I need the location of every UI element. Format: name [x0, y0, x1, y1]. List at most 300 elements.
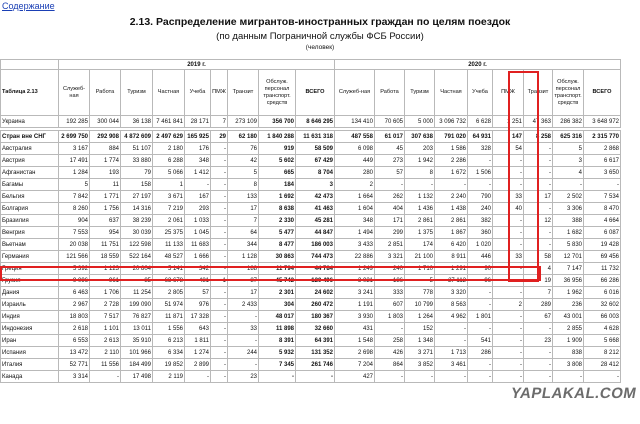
table-cell: 954 — [90, 227, 121, 239]
table-cell: 11 631 318 — [296, 131, 335, 143]
table-cell: 427 — [335, 371, 375, 383]
table-cell: 280 — [335, 167, 375, 179]
table-cell: 64 931 — [468, 131, 493, 143]
table-cell: - — [228, 335, 259, 347]
table-cell: 8 911 — [435, 251, 468, 263]
table-cell: - — [405, 179, 435, 191]
table-cell: - — [493, 215, 524, 227]
table-row — [1, 287, 621, 299]
table-cell: - — [468, 155, 493, 167]
table-cell: 1 375 — [405, 227, 435, 239]
table-cell: 62 180 — [228, 131, 259, 143]
table-cell: 19 — [524, 275, 553, 287]
table-cell: 1 348 — [405, 335, 435, 347]
table-cell: 6 463 — [59, 287, 90, 299]
table-cell: 240 — [468, 203, 493, 215]
table-cell: 1 811 — [185, 335, 211, 347]
highlight-pmzh-2020-column — [508, 71, 539, 282]
table-cell: 2 861 — [405, 215, 435, 227]
table-cell: - — [185, 371, 211, 383]
table-cell: 12 — [524, 215, 553, 227]
col-header-2020-0: Служеб-ная — [335, 70, 375, 116]
table-cell: - — [211, 179, 228, 191]
table-cell: - — [524, 203, 553, 215]
table-cell: 11 556 — [90, 359, 121, 371]
table-cell: 1 666 — [185, 251, 211, 263]
table-cell: 1 033 — [185, 215, 211, 227]
table-cell: 17 — [524, 191, 553, 203]
table-cell: 258 — [375, 335, 405, 347]
country-name: Германия — [1, 251, 59, 263]
table-cell: - — [493, 167, 524, 179]
table-cell: 11 — [90, 179, 121, 191]
table-cell: - — [259, 371, 296, 383]
table-cell: - — [211, 191, 228, 203]
table-cell: 2 110 — [90, 347, 121, 359]
table-cell: 3 648 972 — [584, 116, 621, 128]
table-cell: 286 382 — [553, 116, 584, 128]
table-cell: 1 438 — [435, 203, 468, 215]
table-cell: 9 096 — [59, 275, 90, 287]
table-cell: 360 — [468, 227, 493, 239]
table-cell: 70 605 — [375, 116, 405, 128]
table-cell: 262 — [375, 191, 405, 203]
table-cell: 27 197 — [121, 191, 153, 203]
table-cell: 244 — [228, 347, 259, 359]
table-cell: 51 974 — [153, 299, 185, 311]
country-name: Израиль — [1, 299, 59, 311]
table-cell: 101 966 — [121, 347, 153, 359]
table-cell: 36 138 — [121, 116, 153, 128]
table-cell: 23 — [228, 371, 259, 383]
country-name: Бразилия — [1, 215, 59, 227]
table-cell: 1 249 — [335, 263, 375, 275]
table-cell: 180 367 — [296, 311, 335, 323]
table-cell: - — [468, 371, 493, 383]
country-name: Индонезия — [1, 323, 59, 335]
table-cell: 8 563 — [435, 299, 468, 311]
table-cell: 904 — [59, 215, 90, 227]
table-cell: 11 732 — [584, 263, 621, 275]
table-cell: 2 851 — [375, 239, 405, 251]
table-cell: 20 038 — [59, 239, 90, 251]
table-cell: 1 191 — [335, 299, 375, 311]
table-cell: - — [493, 275, 524, 287]
table-cell: 8 212 — [584, 347, 621, 359]
table-cell: 1 — [211, 275, 228, 287]
table-cell: 2 855 — [553, 323, 584, 335]
table-cell: 45 — [375, 143, 405, 155]
table-cell: 20 804 — [121, 263, 153, 275]
table-cell: 8 638 — [259, 203, 296, 215]
table-cell: 30 039 — [121, 227, 153, 239]
table-cell: 7 147 — [553, 263, 584, 275]
col-header-2019-6: Транзит — [228, 70, 259, 116]
table-cell: 7 — [211, 116, 228, 128]
col-header-2020-6: Транзит — [524, 70, 553, 116]
table-cell: 5 477 — [259, 227, 296, 239]
table-cell: 11 683 — [185, 239, 211, 251]
country-name: Дания — [1, 287, 59, 299]
table-cell: 199 090 — [121, 299, 153, 311]
table-cell: 919 — [259, 143, 296, 155]
table-cell: 47 363 — [524, 116, 553, 128]
table-cell: 1 604 — [335, 203, 375, 215]
country-name: Индия — [1, 311, 59, 323]
table-cell: 790 — [468, 191, 493, 203]
col-header-2020-1: Работа — [375, 70, 405, 116]
col-header-2019-3: Частная — [153, 70, 185, 116]
table-cell: 5 — [553, 143, 584, 155]
table-cell: 171 — [375, 215, 405, 227]
table-cell: 6 288 — [153, 155, 185, 167]
table-cell: - — [211, 311, 228, 323]
table-cell: 14 316 — [121, 203, 153, 215]
table-cell: 28 171 — [185, 116, 211, 128]
table-cell: 6 628 — [468, 116, 493, 128]
table-cell: 348 — [335, 215, 375, 227]
table-cell: 1 909 — [553, 335, 584, 347]
table-cell: 236 — [553, 299, 584, 311]
country-name: Грузия — [1, 275, 59, 287]
table-cell: 8 — [228, 179, 259, 191]
table-cell: - — [493, 311, 524, 323]
table-cell: 2 119 — [153, 371, 185, 383]
table-cell: 1 101 — [90, 323, 121, 335]
table-cell: 7 — [524, 287, 553, 299]
table-cell: 17 328 — [185, 311, 211, 323]
col-header-2019-4: Учеба — [185, 70, 211, 116]
table-cell: 33 — [228, 323, 259, 335]
table-cell: 2 861 — [435, 215, 468, 227]
table-cell: 286 — [468, 347, 493, 359]
table-cell: 300 044 — [90, 116, 121, 128]
table-cell: 1 128 — [228, 251, 259, 263]
table-cell: 3 461 — [435, 359, 468, 371]
table-cell: - — [375, 371, 405, 383]
table-cell: 13 472 — [59, 347, 90, 359]
table-cell: 304 — [259, 299, 296, 311]
table-cell: 8 258 — [524, 131, 553, 143]
table-cell: 884 — [90, 143, 121, 155]
table-cell: 41 463 — [296, 203, 335, 215]
table-cell: - — [524, 179, 553, 191]
table-cell: 33 — [493, 251, 524, 263]
country-name: Венгрия — [1, 227, 59, 239]
table-cell: 174 — [405, 239, 435, 251]
table-cell: 446 — [468, 251, 493, 263]
table-cell: 11 751 — [90, 239, 121, 251]
table-cell: 8 — [405, 167, 435, 179]
table-cell: 36 956 — [553, 275, 584, 287]
table-cell: 3 271 — [405, 347, 435, 359]
table-row — [1, 347, 621, 359]
table-cell: 3 241 — [335, 287, 375, 299]
table-cell: 1 713 — [435, 347, 468, 359]
table-cell: - — [493, 263, 524, 275]
country-name: Австралия — [1, 143, 59, 155]
table-cell: 8 646 295 — [296, 116, 335, 128]
table-cell: 4 628 — [584, 323, 621, 335]
table-cell: - — [493, 227, 524, 239]
table-cell: 1 801 — [468, 311, 493, 323]
table-cell: 3 306 — [553, 203, 584, 215]
table-cell: 2 — [493, 299, 524, 311]
country-name: Иран — [1, 335, 59, 347]
table-cell: 4 872 609 — [121, 131, 153, 143]
table-cell: - — [493, 335, 524, 347]
table-cell: 1 803 — [375, 311, 405, 323]
table-cell: 96 — [468, 275, 493, 287]
table-cell: 7 534 — [584, 191, 621, 203]
table-cell: 57 — [185, 287, 211, 299]
table-cell: 4 962 — [435, 311, 468, 323]
table-cell: 838 — [553, 347, 584, 359]
year-2020-header: 2020 г. — [335, 60, 621, 70]
table-cell: - — [468, 359, 493, 371]
table-cell: - — [524, 167, 553, 179]
table-cell: 6 098 — [335, 143, 375, 155]
table-cell: 13 011 — [121, 323, 153, 335]
page-subtitle: (по данным Пограничной службы ФСБ России) — [216, 31, 424, 42]
col-header-2020-8: ВСЕГО — [584, 70, 621, 116]
table-cell: 426 — [375, 347, 405, 359]
table-cell: 2 240 — [435, 191, 468, 203]
contents-link[interactable]: Содержание — [2, 1, 55, 11]
table-cell: 8 260 — [59, 203, 90, 215]
table-cell: 1 586 — [435, 143, 468, 155]
table-cell: 2 315 770 — [584, 131, 621, 143]
table-cell: 7 517 — [90, 311, 121, 323]
table-cell: 240 — [375, 263, 405, 275]
table-cell: 607 — [375, 299, 405, 311]
table-cell: 1 682 — [553, 227, 584, 239]
table-cell: - — [468, 299, 493, 311]
table-row — [1, 359, 621, 371]
table-cell: 7 — [228, 215, 259, 227]
table-cell: 44 847 — [296, 227, 335, 239]
table-cell: 2 497 629 — [153, 131, 185, 143]
table-cell: 643 — [185, 323, 211, 335]
table-cell: 307 638 — [405, 131, 435, 143]
table-cell: 961 — [90, 275, 121, 287]
table-cell: - — [435, 335, 468, 347]
table-cell: 3 — [553, 155, 584, 167]
table-cell: 1 274 — [185, 347, 211, 359]
table-cell: 1 664 — [335, 191, 375, 203]
table-cell: 5 066 — [153, 167, 185, 179]
table-cell: 2 618 — [59, 323, 90, 335]
table-cell: 193 — [90, 167, 121, 179]
watermark: YAPLAKAL.COM — [509, 385, 638, 402]
table-cell: 3 321 — [375, 251, 405, 263]
country-name: Багамы — [1, 179, 59, 191]
table-cell: - — [524, 155, 553, 167]
table-row — [1, 371, 621, 383]
table-cell: 58 — [524, 251, 553, 263]
table-cell: 122 598 — [121, 239, 153, 251]
table-cell: - — [211, 335, 228, 347]
table-cell: 12 701 — [553, 251, 584, 263]
table-cell: 1 436 — [405, 203, 435, 215]
table-cell: 431 — [335, 323, 375, 335]
table-cell: - — [211, 155, 228, 167]
table-cell: 3 650 — [584, 167, 621, 179]
table-cell: 120 496 — [296, 275, 335, 287]
table-cell: 79 — [121, 167, 153, 179]
table-cell: 67 429 — [296, 155, 335, 167]
table-cell: 6 087 — [584, 227, 621, 239]
table-cell: 57 — [375, 167, 405, 179]
table-cell: 7 461 841 — [153, 116, 185, 128]
table-cell: - — [211, 215, 228, 227]
table-cell: 134 410 — [335, 116, 375, 128]
table-label: Таблица 2.13 — [1, 70, 59, 116]
table-cell: 76 827 — [121, 311, 153, 323]
table-cell: - — [493, 155, 524, 167]
col-header-2020-5: ПМЖ — [493, 70, 524, 116]
col-header-2020-3: Частная — [435, 70, 468, 116]
table-cell: 29 — [211, 131, 228, 143]
table-cell: - — [211, 347, 228, 359]
table-cell: 3 167 — [59, 143, 90, 155]
table-cell: 5 932 — [259, 347, 296, 359]
table-cell: 2 301 — [259, 287, 296, 299]
table-cell: 3 671 — [153, 191, 185, 203]
table-cell: 165 925 — [185, 131, 211, 143]
table-cell: 45 742 — [259, 275, 296, 287]
table-cell: 2 502 — [553, 191, 584, 203]
table-cell: 64 391 — [296, 335, 335, 347]
table-cell: - — [524, 347, 553, 359]
table-cell: 66 003 — [584, 311, 621, 323]
table-cell: - — [468, 179, 493, 191]
table-cell: 11 254 — [121, 287, 153, 299]
table-cell: 1 020 — [468, 239, 493, 251]
table-cell: 333 — [375, 287, 405, 299]
table-cell: 299 — [375, 227, 405, 239]
table-cell: 5 830 — [553, 239, 584, 251]
table-cell: 3 852 — [405, 359, 435, 371]
table-cell: 1 123 — [90, 263, 121, 275]
table-cell: 11 794 — [259, 263, 296, 275]
table-cell: - — [524, 359, 553, 371]
table-cell: 186 — [375, 275, 405, 287]
table-cell: 11 898 — [259, 323, 296, 335]
table-cell: 864 — [375, 359, 405, 371]
table-cell: - — [435, 323, 468, 335]
table-cell: 404 — [375, 203, 405, 215]
table-cell: - — [185, 179, 211, 191]
table-cell: 449 — [335, 155, 375, 167]
table-cell: 2 061 — [153, 215, 185, 227]
table-cell: - — [468, 323, 493, 335]
country-name: Стран вне СНГ — [1, 131, 59, 143]
table-cell: 2 433 — [228, 299, 259, 311]
country-name: Вьетнам — [1, 239, 59, 251]
col-header-2020-2: Туризм — [405, 70, 435, 116]
table-cell: 3 — [296, 179, 335, 191]
table-cell: 158 — [121, 179, 153, 191]
table-cell: 19 428 — [584, 239, 621, 251]
table-cell: 522 164 — [121, 251, 153, 263]
country-name: Италия — [1, 359, 59, 371]
table-cell: - — [375, 179, 405, 191]
table-cell: 5 000 — [405, 116, 435, 128]
table-cell: 3 320 — [435, 287, 468, 299]
table-cell: - — [493, 179, 524, 191]
country-name: Испания — [1, 347, 59, 359]
table-row — [1, 323, 621, 335]
table-cell: 33 880 — [121, 155, 153, 167]
table-cell: - — [375, 323, 405, 335]
col-header-2019-7: Обслуж. персонал транспорт. средств — [259, 70, 296, 116]
table-cell: 11 871 — [153, 311, 185, 323]
table-cell: 8 477 — [259, 239, 296, 251]
table-cell: - — [493, 323, 524, 335]
table-cell: 5 — [405, 275, 435, 287]
table-cell: 1 506 — [468, 167, 493, 179]
col-header-2020-7: Обслуж. персонал транспорт. средств — [553, 70, 584, 116]
table-cell: 1 771 — [90, 191, 121, 203]
table-cell: 152 — [405, 323, 435, 335]
table-cell: 5 392 — [59, 263, 90, 275]
table-cell: 1 548 — [335, 335, 375, 347]
year-2019-header: 2019 г. — [59, 60, 335, 70]
table-cell: 4 664 — [584, 215, 621, 227]
table-cell: 5 — [59, 179, 90, 191]
table-cell: 7 204 — [335, 359, 375, 371]
page-title: 2.13. Распределение мигрантов-иностранных граждан по целям поездок — [129, 16, 511, 28]
table-cell: 3 930 — [335, 311, 375, 323]
table-cell: 176 — [185, 143, 211, 155]
table-cell: 24 602 — [296, 287, 335, 299]
table-cell: 1 284 — [59, 167, 90, 179]
table-cell: 4 — [553, 167, 584, 179]
table-cell: 2 805 — [153, 287, 185, 299]
table-cell: 487 558 — [335, 131, 375, 143]
table-cell: - — [584, 179, 621, 191]
col-header-2019-0: Служеб-ная — [59, 70, 90, 116]
table-cell: 2 330 — [259, 215, 296, 227]
table-cell: 28 412 — [584, 359, 621, 371]
table-cell: 1 494 — [335, 227, 375, 239]
table-cell: 40 — [493, 203, 524, 215]
table-cell: 1 710 — [405, 263, 435, 275]
table-cell: 131 352 — [296, 347, 335, 359]
table-cell: 30 863 — [259, 251, 296, 263]
table-cell: 58 509 — [296, 143, 335, 155]
table-cell: 348 — [185, 155, 211, 167]
unit-label: (человек) — [305, 44, 335, 51]
table-cell: 328 — [468, 143, 493, 155]
table-cell: 481 — [185, 275, 211, 287]
table-cell: 42 473 — [296, 191, 335, 203]
table-cell: 3 314 — [59, 371, 90, 383]
table-cell: - — [584, 371, 621, 383]
table-cell: 87 — [228, 275, 259, 287]
table-cell: - — [493, 347, 524, 359]
table-cell: - — [493, 359, 524, 371]
table-cell: 54 — [493, 143, 524, 155]
table-cell: - — [211, 287, 228, 299]
table-cell: 21 100 — [405, 251, 435, 263]
table-cell: 192 285 — [59, 116, 90, 128]
table-cell: - — [524, 323, 553, 335]
table-cell: 1 867 — [435, 227, 468, 239]
table-cell: 8 704 — [296, 167, 335, 179]
table-cell: 778 — [405, 287, 435, 299]
